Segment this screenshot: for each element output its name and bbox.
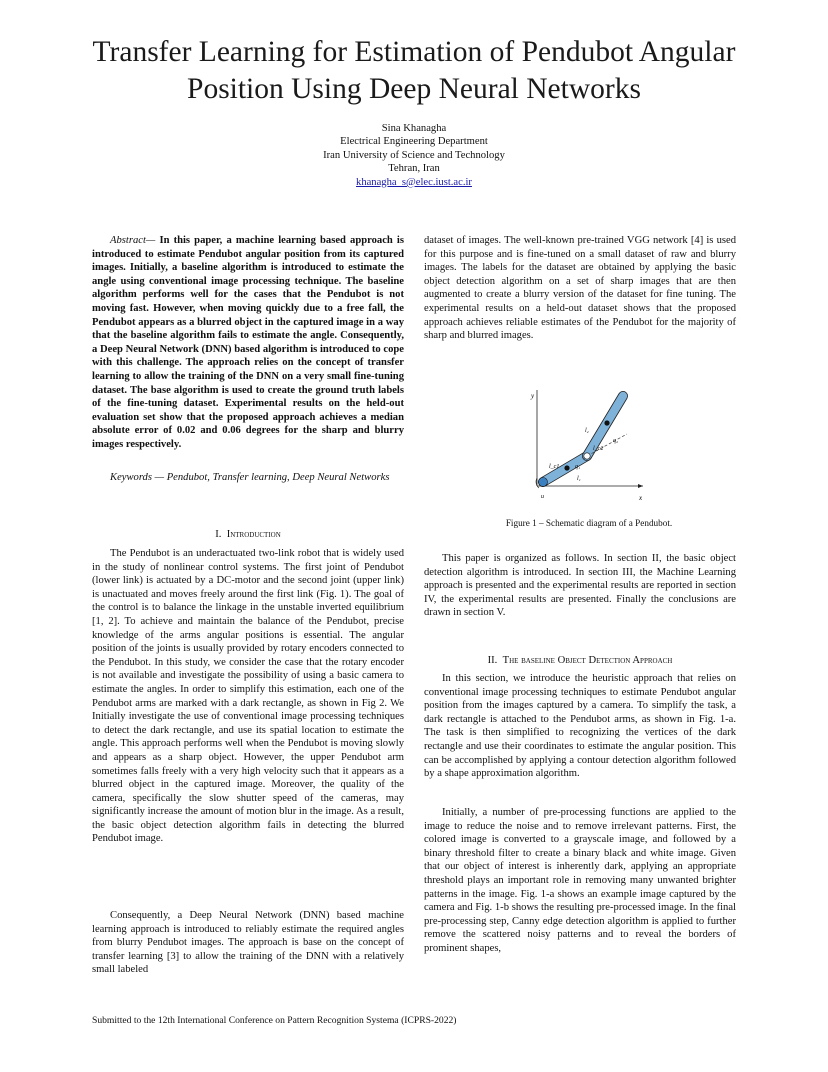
author-university: Iran University of Science and Technology	[323, 149, 505, 161]
author-block	[214, 122, 614, 189]
intro-paragraph-2	[92, 909, 404, 977]
l1-label: l₁	[577, 476, 581, 482]
organization-text: This paper is organized as follows. In section II, the basic object detection algorithm is introduced. In section III, the Machine Learning approach is presented and the experimental results are reported in section IV, the experimental results are presented. Finally the conclusions are drawn in section V.	[424, 553, 736, 619]
intro-paragraph-2-text: Consequently, a Deep Neural Network (DNN) based machine learning approach is introduced to reliably estimate the required angles from blurry Pendubot images. The approach is base on the concept of transfer learning [3] to allow the training of the DNN with a relatively small labeled	[92, 910, 404, 976]
x-axis-arrow	[638, 484, 643, 488]
u-label: u	[541, 494, 544, 500]
q1-label: q₁	[575, 464, 581, 470]
keywords	[92, 471, 404, 485]
joint1	[539, 478, 548, 487]
section2-heading	[424, 654, 736, 668]
l2-label: l₂	[585, 428, 589, 434]
abstract-continuation-text: dataset of images. The well-known pre-trained VGG network [4] is used for this purpose and is fine-tuned on a small dataset of raw and blurry images. The labels for the dataset are obtained by applying the basic object detection algorithm on a set of sharp images that are then augmented to create a blurry version of the dataset for fine tuning. The experimental results on a held-out dataset shows that the proposed approach achieves reliable estimates of the Pendubot for the majority of sharp and blurred images.	[424, 235, 736, 342]
abstract-text: In this paper, a machine learning based approach is introduced to estimate Pendubot angular position from its captured images. Initially, a baseline algorithm is introduced to estimate the angle using conventional image processing technique. The baseline algorithm performs well for the cases that the Pendubot is not moving fast. However, when moving quickly due to a free fall, the Pendubot appears as a blurred object in the captured image in a way that the baseline algorithm fails to estimate the angle. Consequently, a Deep Neural Network (DNN) based algorithm is introduced to cope with this challenge. The approach relies on the concept of transfer learning to allow the training of the DNN on a very small fine-tuning dataset. The base algorithm is used to create the ground truth labels of the fine-tuning dataset. Experimental results on the held-out evaluation set show that the proposed approach achieves a median absolute error of 0.02 and 0.06 degrees for the sharp and blurry images respectively.	[92, 235, 404, 450]
y-axis-label: y	[531, 392, 535, 400]
section1-number: I.	[215, 529, 222, 540]
organization-paragraph	[424, 552, 736, 620]
intro-paragraph-1	[92, 547, 404, 846]
author-name: Sina Khanagha	[381, 123, 447, 134]
section1-title: Introduction	[226, 529, 281, 540]
abstract-label: Abstract—	[110, 235, 156, 246]
section2-title: The baseline Object Detection Approach	[502, 655, 673, 666]
author-department: Electrical Engineering Department	[340, 136, 488, 148]
x-axis-label: x	[639, 494, 643, 502]
q2-label: q₂	[613, 438, 619, 444]
lc1-label: l_c1	[549, 464, 560, 470]
baseline-paragraph-1	[424, 672, 736, 781]
center-of-mass-1	[564, 465, 569, 470]
section2-number: II.	[487, 655, 498, 666]
author-email-link[interactable]: khanagha_s@elec.iust.ac.ir	[356, 176, 472, 188]
author-city: Tehran, Iran	[388, 163, 440, 175]
keywords-text: Keywords — Pendubot, Transfer learning, Deep Neural Networks	[110, 472, 390, 483]
pendubot-diagram	[527, 384, 651, 506]
lc2-label: l_c2	[593, 446, 604, 452]
baseline-paragraph-2	[424, 806, 736, 956]
baseline-paragraph-2-text: Initially, a number of pre-processing functions are applied to the image to reduce the noise and to remove irrelevant patterns. First, the colored image is converted to a grayscale image, and followed by a binary threshold filter to create a binary black and white image. Given that our object of interest is inherently dark, applying an appropriate threshold plays an important role in removing many unwanted brighter patterns in the image. Fig. 1-a shows an example image captured by the camera and Fig. 1-b shows the resulting pre-processed image. In the final pre-processing step, Canny edge detection algorithm is applied to further remove the scattered noisy patterns and to reveal the borders of prominent shapes,	[424, 807, 736, 954]
section1-heading	[92, 528, 404, 542]
figure-caption: Figure 1 – Schematic diagram of a Pendubot.	[505, 518, 673, 528]
joint2	[584, 453, 590, 459]
abstract-continuation	[424, 234, 736, 343]
paper-title: Transfer Learning for Estimation of Pendubot Angular Position Using Deep Neural Networks	[92, 36, 736, 105]
abstract	[92, 234, 404, 452]
baseline-paragraph-1-text: In this section, we introduce the heuristic approach that relies on conventional image processing techniques to estimate Pendubot angular position from the images captured by a camera. To simplify the task, a dark rectangle is attached to the Pendubot arms, as shown in Fig. 1-a. The task is then simplified to recognizing the vertices of the dark rectangle and use their coordinates to estimate the angular position. This can be accomplished by applying a contour detection algorithm followed by a shape approximation algorithm.	[424, 673, 736, 780]
center-of-mass-2	[604, 420, 609, 425]
footer-note: Submitted to the 12th International Conference on Pattern Recognition Systema (ICPRS-2022)	[92, 1015, 457, 1026]
intro-paragraph-1-text: The Pendubot is an underactuated two-link robot that is widely used in the study of nonlinear control systems. The first joint of Pendubot (lower link) is actuated by a DC-motor and the second joint (upper link) is unactuated and moves freely around the first link (Fig. 1). The goal of the control is to balance the linkage in the unstable inverted equilibrium [1, 2]. To achieve and maintain the balance of the Pendubot, precise knowledge of the arms angular positions is essential. The angular position of the joints is usually provided by rotary encoders connected to the Pendubot. In this study, we consider the case that the rotary encoder is not available and investigate the possibility of using a basic camera to estimate the angles. In order to simplify this estimation, each one of the Pendubot arms are marked with a dark rectangle, as shown in Fig 2. We Initially investigate the use of conventional image processing techniques to detect the dark rectangle, and use its spatial location to estimate the angle. This approach performs well when the Pendubot is moving slowly and appears as a sharp object. However, the upper Pendubot arm sometimes falls freely with a very high velocity such that it appears as a blurred object in the captured image. Moreover, the quality of the camera, specifically the slow shutter speed of the cameras, may significantly increase the amount of motion blur in the image. As a result, the basic object detection algorithm fails in detecting the blurred Pendubot image.	[92, 548, 404, 845]
